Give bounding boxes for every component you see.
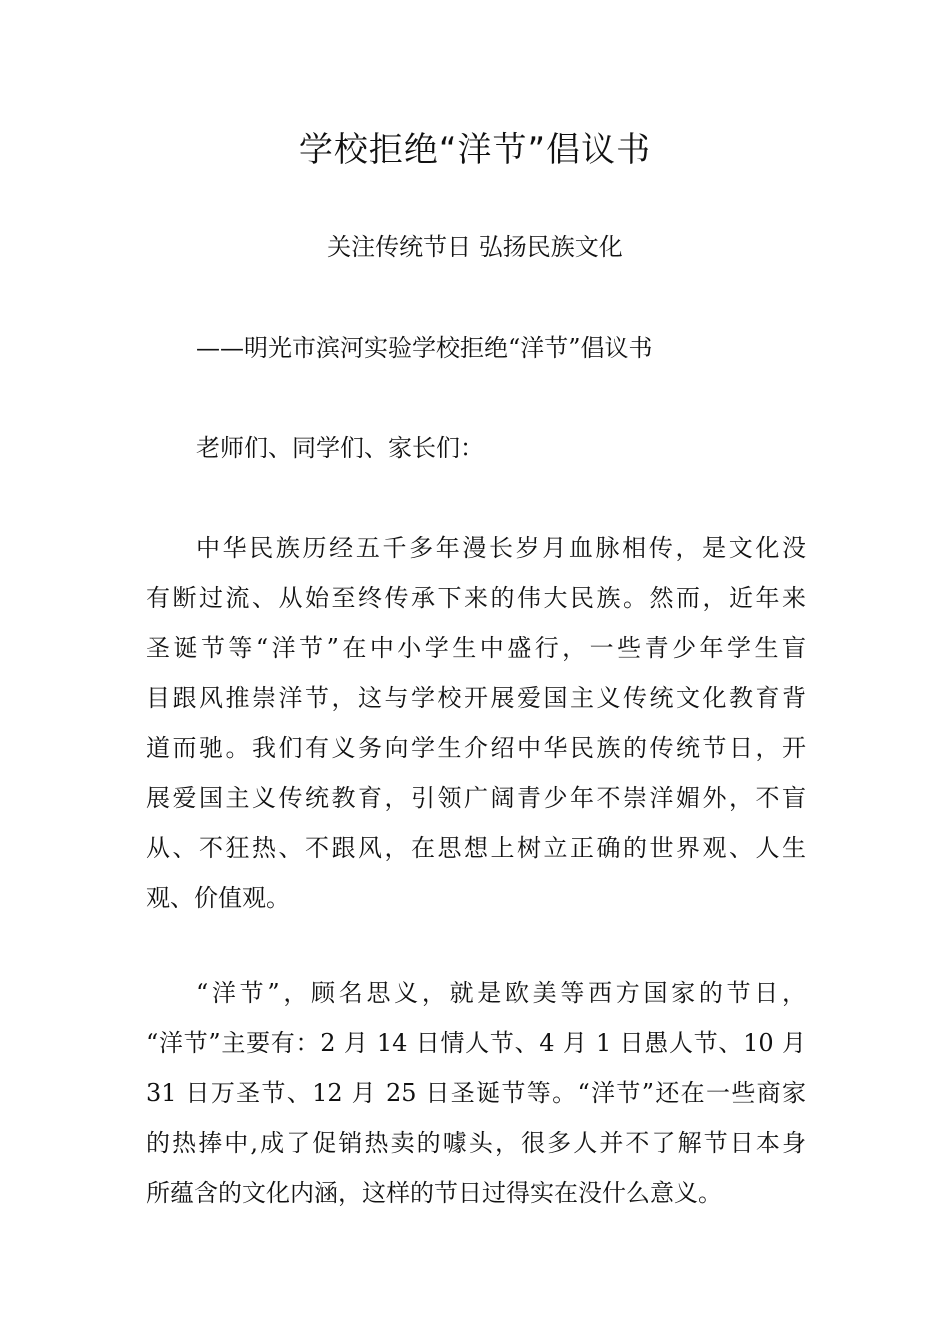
paragraph-line: “洋节”，顾名思义，就是欧美等西方国家的节日， <box>196 979 806 1007</box>
paragraph-line: 道而驰。我们有义务向学生介绍中华民族的传统节日，开 <box>146 734 806 762</box>
paragraph-line: 的热捧中,成了促销热卖的噱头，很多人并不了解节日本身 <box>146 1129 806 1157</box>
paragraph-line: 从、不狂热、不跟风，在思想上树立正确的世界观、人生 <box>146 834 806 862</box>
paragraph-line: “洋节”主要有：2 月 14 日情人节、4 月 1 日愚人节、10 月 <box>146 1029 806 1057</box>
document-subtitle: 关注传统节日 弘扬民族文化 <box>327 233 623 261</box>
salutation: 老师们、同学们、家长们： <box>196 434 484 462</box>
body-paragraph-2 <box>146 975 806 1225</box>
paragraph-line: 所蕴含的文化内涵，这样的节日过得实在没什么意义。 <box>146 1179 722 1207</box>
paragraph-line: 31 日万圣节、12 月 25 日圣诞节等。“洋节”还在一些商家 <box>146 1079 806 1107</box>
paragraph-line: 圣诞节等“洋节”在中小学生中盛行，一些青少年学生盲 <box>146 634 806 662</box>
paragraph-line: 目跟风推崇洋节，这与学校开展爱国主义传统文化教育背 <box>146 684 806 712</box>
document-byline: ——明光市滨河实验学校拒绝“洋节”倡议书 <box>196 334 653 362</box>
paragraph-line: 有断过流、从始至终传承下来的伟大民族。然而，近年来 <box>146 584 806 612</box>
paragraph-line: 中华民族历经五千多年漫长岁月血脉相传，是文化没 <box>196 534 806 562</box>
paragraph-line: 展爱国主义传统教育，引领广阔青少年不崇洋媚外，不盲 <box>146 784 806 812</box>
document-title: 学校拒绝“洋节”倡议书 <box>298 130 652 170</box>
paragraph-line: 观、价值观。 <box>146 884 290 912</box>
body-paragraph-1 <box>146 530 806 930</box>
